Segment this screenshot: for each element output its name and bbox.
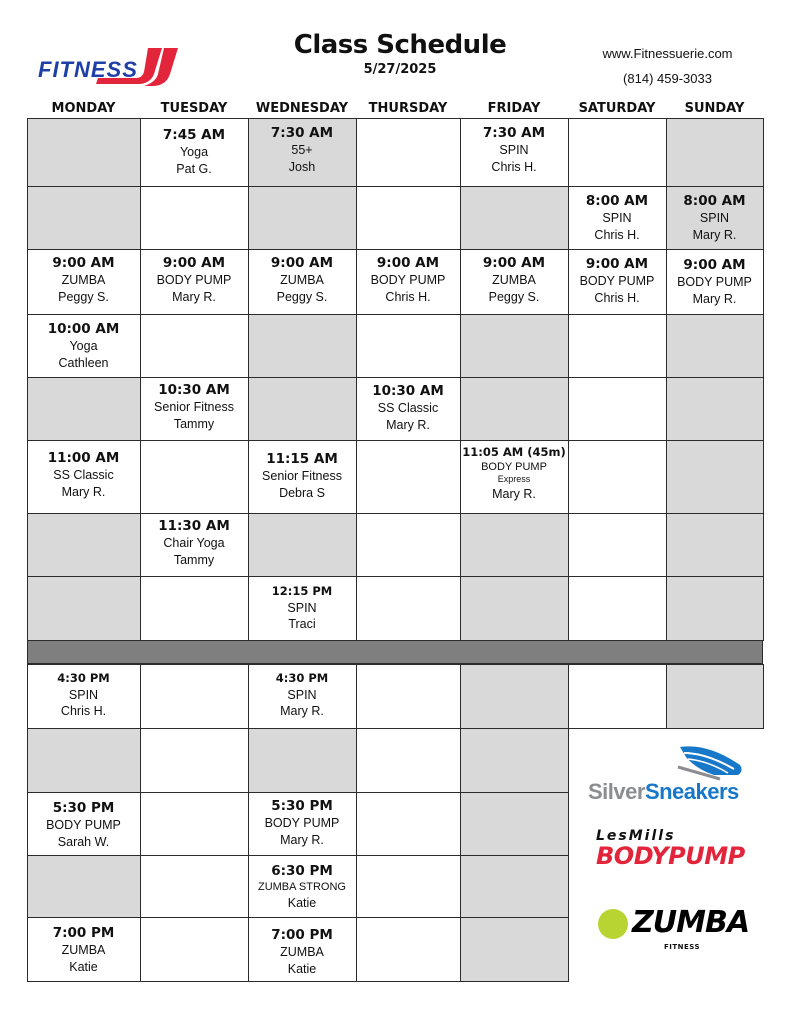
class-entry: 6:30 PM ZUMBA STRONG Katie [257,863,346,911]
silversneakers-word-1: Silver [588,779,645,804]
class-entry: 10:30 AM SS Classic Mary R. [372,383,444,433]
schedule-cell [666,377,764,441]
class-entry: 7:30 AM SPIN Chris H. [482,125,546,175]
section-separator [27,640,763,664]
class-entry: 9:00 AM BODY PUMP Chris H. [370,255,446,305]
title-block [250,30,550,77]
class-entry: 8:00 AM SPIN Mary R. [683,193,746,243]
day-header-wednesday: WEDNESDAY [255,101,349,116]
schedule-cell [460,576,569,641]
schedule-cell [568,440,667,514]
schedule-cell [27,513,141,577]
day-header-monday: MONDAY [51,101,116,116]
schedule-cell [248,728,357,793]
lesmills-bodypump-logo [596,828,746,878]
fitness-u-logo [36,44,181,88]
schedule-cell [568,664,667,729]
schedule-cell [140,855,249,918]
schedule-cell [666,118,764,187]
schedule-cell [460,855,569,918]
class-entry: 8:00 AM SPIN Chris H. [585,193,649,243]
silversneakers-word-2: Sneakers [644,779,739,804]
class-entry: 4:30 PM SPIN Mary R. [275,671,329,719]
schedule-cell [356,664,461,729]
schedule-cell [460,792,569,856]
schedule-cell [140,792,249,856]
class-entry: 9:00 AM ZUMBA Peggy S. [270,255,334,305]
schedule-cell [568,377,667,441]
schedule-cell [140,728,249,793]
schedule-cell [356,440,461,514]
schedule-cell [140,664,249,729]
zumba-sub-text: FITNESS [664,943,701,951]
schedule-cell [27,118,141,187]
schedule-cell [568,576,667,641]
schedule-cell [356,792,461,856]
schedule-cell [248,513,357,577]
schedule-cell [140,917,249,982]
schedule-cell [140,440,249,514]
schedule-cell [666,576,764,641]
class-entry: 5:30 PM BODY PUMP Sarah W. [46,800,121,850]
zumba-ball-icon [598,909,628,939]
website-text: www.Fitnessuerie.com [602,46,733,61]
schedule-cell [27,377,141,441]
class-entry: 7:00 PM ZUMBA Katie [271,927,333,977]
schedule-cell [460,314,569,378]
schedule-cell [27,186,141,250]
class-entry: 11:05 AM (45m) BODY PUMP Express Mary R. [462,445,566,501]
schedule-cell [356,917,461,982]
class-entry: 11:15 AM Senior Fitness Debra S [262,451,342,501]
class-entry: 9:00 AM BODY PUMP Chris H. [579,256,655,306]
schedule-cell [460,917,569,982]
class-entry: 11:00 AM SS Classic Mary R. [47,450,120,500]
schedule-cell [248,377,357,441]
schedule-cell [248,186,357,250]
silversneakers-logo [588,743,748,803]
schedule-cell [460,186,569,250]
day-header-thursday: THURSDAY [368,101,448,116]
contact-info [580,46,755,86]
schedule-cell [356,118,461,187]
schedule-cell [666,513,764,577]
bodypump-text: BODYPUMP [596,842,745,870]
schedule-cell [356,576,461,641]
class-entry: 9:00 AM BODY PUMP Mary R. [156,255,232,305]
day-header-tuesday: TUESDAY [160,101,228,116]
schedule-cell [666,440,764,514]
schedule-cell [140,186,249,250]
schedule-cell [568,314,667,378]
zumba-text: ZUMBA [632,905,750,940]
schedule-cell [27,855,141,918]
svg-text:FITNESS: FITNESS [38,57,138,82]
schedule-cell [356,314,461,378]
class-entry: 12:15 PM SPIN Traci [271,584,333,632]
class-entry: 10:00 AM Yoga Cathleen [47,321,120,371]
phone-text: (814) 459-3033 [623,71,712,86]
class-entry: 9:00 AM ZUMBA Peggy S. [52,255,115,305]
schedule-cell [460,664,569,729]
schedule-cell [356,513,461,577]
schedule-cell [356,728,461,793]
day-header-sunday: SUNDAY [684,101,745,116]
schedule-cell [666,314,764,378]
day-header-saturday: SATURDAY [578,101,656,116]
class-entry: 9:00 AM BODY PUMP Mary R. [677,257,752,307]
class-entry: 9:00 AM ZUMBA Peggy S. [482,255,546,305]
schedule-cell [356,186,461,250]
class-entry: 7:45 AM Yoga Pat G. [162,127,226,177]
class-entry: 4:30 PM SPIN Chris H. [57,671,110,719]
schedule-cell [460,377,569,441]
schedule-cell [140,314,249,378]
schedule-cell [568,513,667,577]
schedule-cell [356,855,461,918]
class-entry: 7:00 PM ZUMBA Katie [52,925,115,975]
class-entry: 7:30 AM 55+ Josh [270,125,334,175]
schedule-date: 5/27/2025 [363,62,437,77]
lesmills-text: LesMills [596,828,676,844]
page-title: Class Schedule [293,30,507,60]
zumba-fitness-logo [598,905,750,955]
schedule-cell [568,118,667,187]
schedule-cell [460,513,569,577]
schedule-cell [460,728,569,793]
schedule-cell [248,314,357,378]
schedule-cell [27,576,141,641]
schedule-cell [666,664,764,729]
schedule-cell [27,728,141,793]
class-entry: 5:30 PM BODY PUMP Mary R. [264,798,340,848]
day-header-friday: FRIDAY [487,101,541,116]
class-entry: 10:30 AM Senior Fitness Tammy [154,382,234,432]
class-entry: 11:30 AM Chair Yoga Tammy [158,518,230,568]
schedule-cell [140,576,249,641]
